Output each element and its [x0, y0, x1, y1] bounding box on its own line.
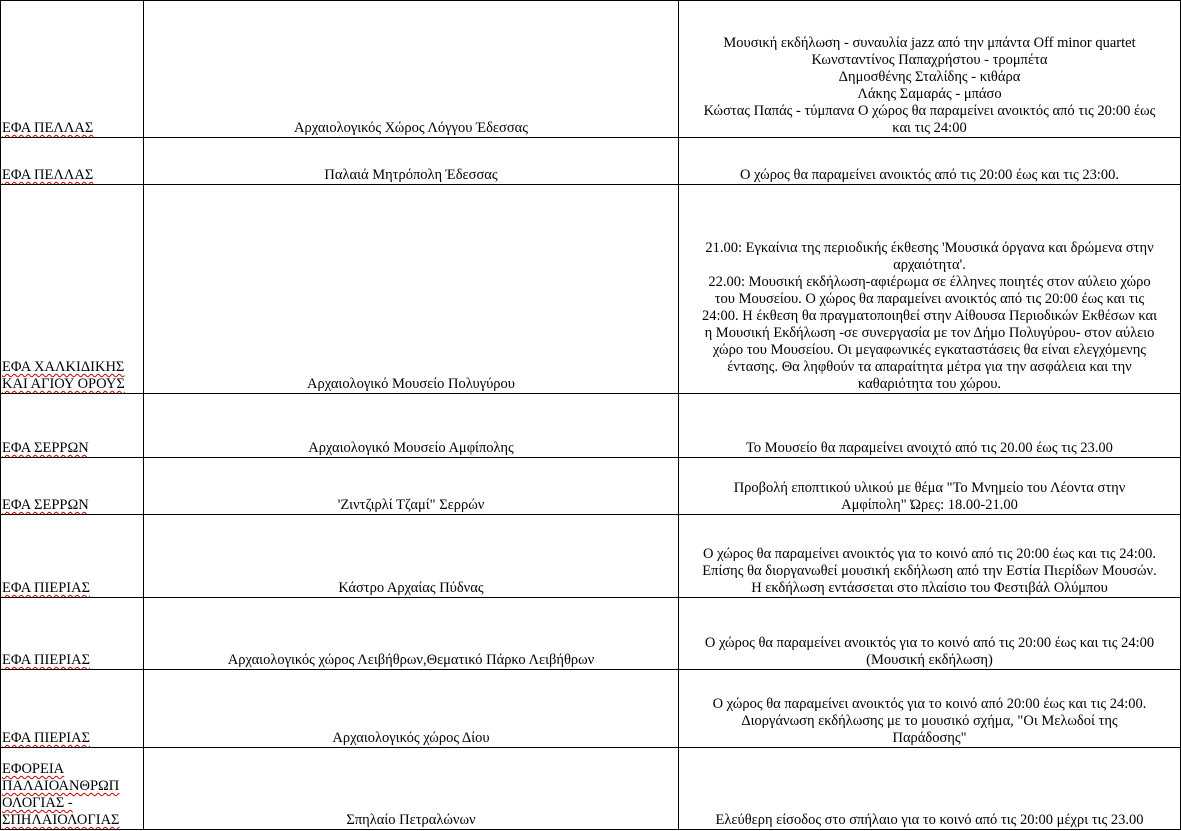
place-cell	[144, 1, 679, 138]
event-line: (Μουσική εκδήλωση)	[866, 652, 993, 668]
event-line: Ο χώρος θα παραμείνει ανοικτός από τις 20:00 έως και τις 23:00.	[739, 167, 1120, 183]
ephorate-text: ΠΑΛΑΙΟΑΝΘΡΩΠ	[2, 778, 120, 794]
event-line: χώρο του Μουσείου. Οι μεγαφωνικές εγκαταστάσεις θα είναι ελεγχόμενης	[712, 342, 1147, 358]
ephorate-cell	[1, 458, 144, 515]
ephorate-text: ΕΦΑ ΠΕΛΛΑΣ	[2, 120, 94, 136]
event-line: Ο χώρος θα παραμείνει ανοικτός για το κοινό από 20:00 έως και τις 24:00.	[712, 696, 1147, 712]
event-line: Λάκης Σαμαράς - μπάσο	[857, 86, 1002, 102]
event-cell	[679, 394, 1181, 458]
ephorate-cell	[1, 598, 144, 670]
ephorate-text: ΟΛΟΓΙΑΣ -	[2, 795, 73, 811]
table-row	[1, 1, 1181, 138]
ephorate-cell	[1, 1, 144, 138]
ephorate-text: ΕΦΑ ΣΕΡΡΩΝ	[2, 440, 89, 456]
event-line: Διοργάνωση εκδήλωσης με το μουσικό σχήμα, "Οι Μελωδοί της	[741, 713, 1118, 729]
ephorate-text: ΣΠΗΛΑΙΟΛΟΓΙΑΣ	[2, 812, 120, 828]
place-text: 'Ζιντζιρλί Τζαμί" Σερρών	[337, 497, 485, 513]
event-line: 24:00. Η έκθεση θα πραγματοποιηθεί στην Αίθουσα Περιοδικών Εκθέσων και	[701, 308, 1157, 324]
event-line: Η εκδήλωση εντάσσεται στο πλαίσιο του Φεστιβάλ Ολύμπου	[751, 580, 1108, 596]
event-line: καθαριότητα του χώρου.	[858, 376, 1001, 392]
place-text: Σπηλαίο Πετραλώνων	[346, 812, 476, 828]
table-row	[1, 394, 1181, 458]
ephorate-cell	[1, 138, 144, 185]
event-line: Ο χώρος θα παραμείνει ανοικτός για το κοινό από τις 20:00 έως και τις 24:00	[704, 635, 1155, 651]
ephorate-text: ΕΦΟΡΕΙΑ	[2, 761, 65, 777]
event-line: 21.00: Εγκαίνια της περιοδικής έκθεσης 'Μουσικά όργανα και δρώμενα στην	[705, 240, 1154, 256]
place-text: Αρχαιολογικό Μουσείο Αμφίπολης	[308, 440, 514, 456]
event-cell	[679, 1, 1181, 138]
ephorate-cell	[1, 185, 144, 394]
place-cell	[144, 185, 679, 394]
ephorate-text: ΚΑΙ ΑΓΙΟΥ ΟΡΟΥΣ	[2, 376, 125, 392]
place-cell	[144, 458, 679, 515]
event-line: και τις 24:00	[892, 120, 967, 136]
place-cell	[144, 394, 679, 458]
event-line: Προβολή εποπτικού υλικού με θέμα "Το Μνημείο του Λέοντα στην	[733, 480, 1126, 496]
place-text: Αρχαιολογικός Χώρος Λόγγου Έδεσσας	[294, 120, 528, 136]
ephorate-text: ΕΦΑ ΠΙΕΡΙΑΣ	[2, 652, 91, 668]
event-line: του Μουσείου. Ο χώρος θα παραμείνει ανοικτός από τις 20:00 έως και τις	[714, 291, 1145, 307]
event-line: Ελεύθερη είσοδος στο σπήλαιο για το κοινό από τις 20:00 μέχρι τις 23.00	[715, 812, 1144, 828]
event-line: Το Μουσείο θα παραμείνει ανοιχτό από τις 20.00 έως τις 23.00	[746, 440, 1113, 456]
ephorate-text: ΕΦΑ ΠΙΕΡΙΑΣ	[2, 580, 91, 596]
ephorate-cell	[1, 670, 144, 748]
table-row	[1, 670, 1181, 748]
event-line: Μουσική εκδήλωση - συναυλία jazz από την μπάντα Off minor quartet	[723, 35, 1136, 51]
event-cell	[679, 748, 1181, 830]
ephorate-cell	[1, 394, 144, 458]
table-row	[1, 138, 1181, 185]
event-line: Κωνσταντίνος Παπαχρήστου - τρομπέτα	[811, 52, 1048, 68]
place-text: Αρχαιολογικός χώρος Δίου	[332, 730, 490, 746]
place-cell	[144, 515, 679, 598]
event-line: Παράδοσης"	[892, 730, 967, 746]
place-text: Παλαιά Μητρόπολη Έδεσσας	[324, 167, 498, 183]
event-line: Αμφίπολη" Ώρες: 18.00-21.00	[841, 497, 1018, 513]
event-cell	[679, 458, 1181, 515]
event-line: 22.00: Μουσική εκδήλωση-αφιέρωμα σε έλληνες ποιητές στον αύλειο χώρο	[708, 274, 1151, 290]
place-text: Κάστρο Αρχαίας Πύδνας	[338, 580, 484, 596]
event-line: Δημοσθένης Σταλίδης - κιθάρα	[838, 69, 1021, 85]
ephorate-text: ΕΦΑ ΧΑΛΚΙΔΙΚΗΣ	[2, 359, 125, 375]
ephorate-text: ΕΦΑ ΠΕΛΛΑΣ	[2, 167, 94, 183]
place-cell	[144, 670, 679, 748]
table-row	[1, 185, 1181, 394]
table-row	[1, 515, 1181, 598]
event-line: η Μουσική Εκδήλωση -σε συνεργασία με τον Δήμο Πολυγύρου- στον αύλειο	[704, 325, 1155, 341]
place-cell	[144, 598, 679, 670]
event-cell	[679, 185, 1181, 394]
ephorate-text: ΕΦΑ ΣΕΡΡΩΝ	[2, 497, 89, 513]
place-cell	[144, 138, 679, 185]
event-line: Επίσης θα διοργανωθεί μουσική εκδήλωση από την Εστία Πιερίδων Μουσών.	[702, 563, 1157, 579]
event-cell	[679, 670, 1181, 748]
event-cell	[679, 598, 1181, 670]
table-row	[1, 458, 1181, 515]
ephorate-cell	[1, 515, 144, 598]
place-cell	[144, 748, 679, 830]
table-row	[1, 598, 1181, 670]
table-row	[1, 748, 1181, 830]
event-cell	[679, 515, 1181, 598]
event-line: Ο χώρος θα παραμείνει ανοικτός για το κοινό από τις 20:00 έως και τις 24:00.	[703, 546, 1156, 562]
place-text: Αρχαιολογικό Μουσείο Πολυγύρου	[307, 376, 515, 392]
event-cell	[679, 138, 1181, 185]
ephorate-text: ΕΦΑ ΠΙΕΡΙΑΣ	[2, 730, 91, 746]
event-line: έντασης. Θα ληφθούν τα απαραίτητα μέτρα για την ασφάλεια και την	[727, 359, 1132, 375]
event-line: Κώστας Παπάς - τύμπανα Ο χώρος θα παραμείνει ανοικτός από τις 20:00 έως	[703, 103, 1156, 119]
place-text: Αρχαιολογικός χώρος Λειβήθρων,Θεματικό Πάρκο Λειβήθρων	[227, 652, 595, 668]
event-line: αρχαιότητα'.	[893, 257, 966, 273]
ephorate-cell	[1, 748, 144, 830]
